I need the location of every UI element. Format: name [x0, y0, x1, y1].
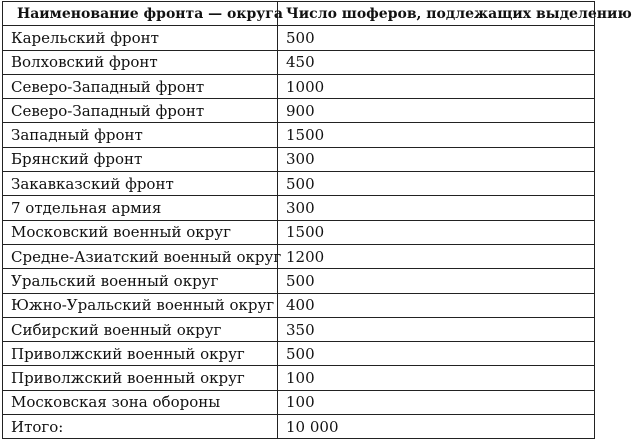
table-row	[3, 147, 595, 171]
table-row	[3, 74, 595, 98]
table-row	[3, 196, 595, 220]
driver-count-cell: 350	[278, 317, 595, 341]
front-name-cell: Приволжский военный округ	[3, 366, 278, 390]
driver-count-cell: 900	[278, 99, 595, 123]
front-name-cell: Брянский фронт	[3, 147, 278, 171]
table-row	[3, 172, 595, 196]
front-name-cell: Сибирский военный округ	[3, 317, 278, 341]
driver-count-cell: 100	[278, 390, 595, 414]
drivers-allocation-table	[2, 1, 632, 439]
driver-count-cell: 1500	[278, 220, 595, 244]
front-name-cell: Московская зона обороны	[3, 390, 278, 414]
front-name-cell: Приволжский военный округ	[3, 342, 278, 366]
driver-count-cell: 300	[278, 196, 595, 220]
table-row	[3, 317, 595, 341]
table-row	[3, 26, 595, 50]
driver-count-cell: 1200	[278, 244, 595, 268]
table-row	[3, 366, 595, 390]
table-row	[3, 342, 595, 366]
total-label-cell: Итого:	[3, 415, 278, 439]
driver-count-cell: 450	[278, 50, 595, 74]
front-name-cell: Южно-Уральский военный округ	[3, 293, 278, 317]
front-name-cell: Закавказский фронт	[3, 172, 278, 196]
table-row	[3, 220, 595, 244]
front-name-cell: Западный фронт	[3, 123, 278, 147]
driver-count-cell: 100	[278, 366, 595, 390]
header-driver-count: Число шоферов, подлежащих выделению	[278, 2, 595, 26]
driver-count-cell: 500	[278, 342, 595, 366]
table-row	[3, 244, 595, 268]
table-row	[3, 50, 595, 74]
table-row	[3, 123, 595, 147]
driver-count-cell: 500	[278, 172, 595, 196]
table-row	[3, 390, 595, 414]
table-total-row	[3, 415, 595, 439]
table-row	[3, 269, 595, 293]
front-name-cell: Северо-Западный фронт	[3, 99, 278, 123]
front-name-cell: 7 отдельная армия	[3, 196, 278, 220]
driver-count-cell: 500	[278, 269, 595, 293]
header-front-name: Наименование фронта — округа	[3, 2, 278, 26]
front-name-cell: Уральский военный округ	[3, 269, 278, 293]
driver-count-cell: 300	[278, 147, 595, 171]
driver-count-cell: 500	[278, 26, 595, 50]
table-row	[3, 293, 595, 317]
driver-count-cell: 1000	[278, 74, 595, 98]
front-name-cell: Средне-Азиатский военный округ	[3, 244, 278, 268]
total-value-cell: 10 000	[278, 415, 595, 439]
front-name-cell: Московский военный округ	[3, 220, 278, 244]
table-header-row	[3, 2, 595, 26]
table-row	[3, 99, 595, 123]
driver-count-cell: 1500	[278, 123, 595, 147]
front-name-cell: Волховский фронт	[3, 50, 278, 74]
driver-count-cell: 400	[278, 293, 595, 317]
front-name-cell: Северо-Западный фронт	[3, 74, 278, 98]
front-name-cell: Карельский фронт	[3, 26, 278, 50]
